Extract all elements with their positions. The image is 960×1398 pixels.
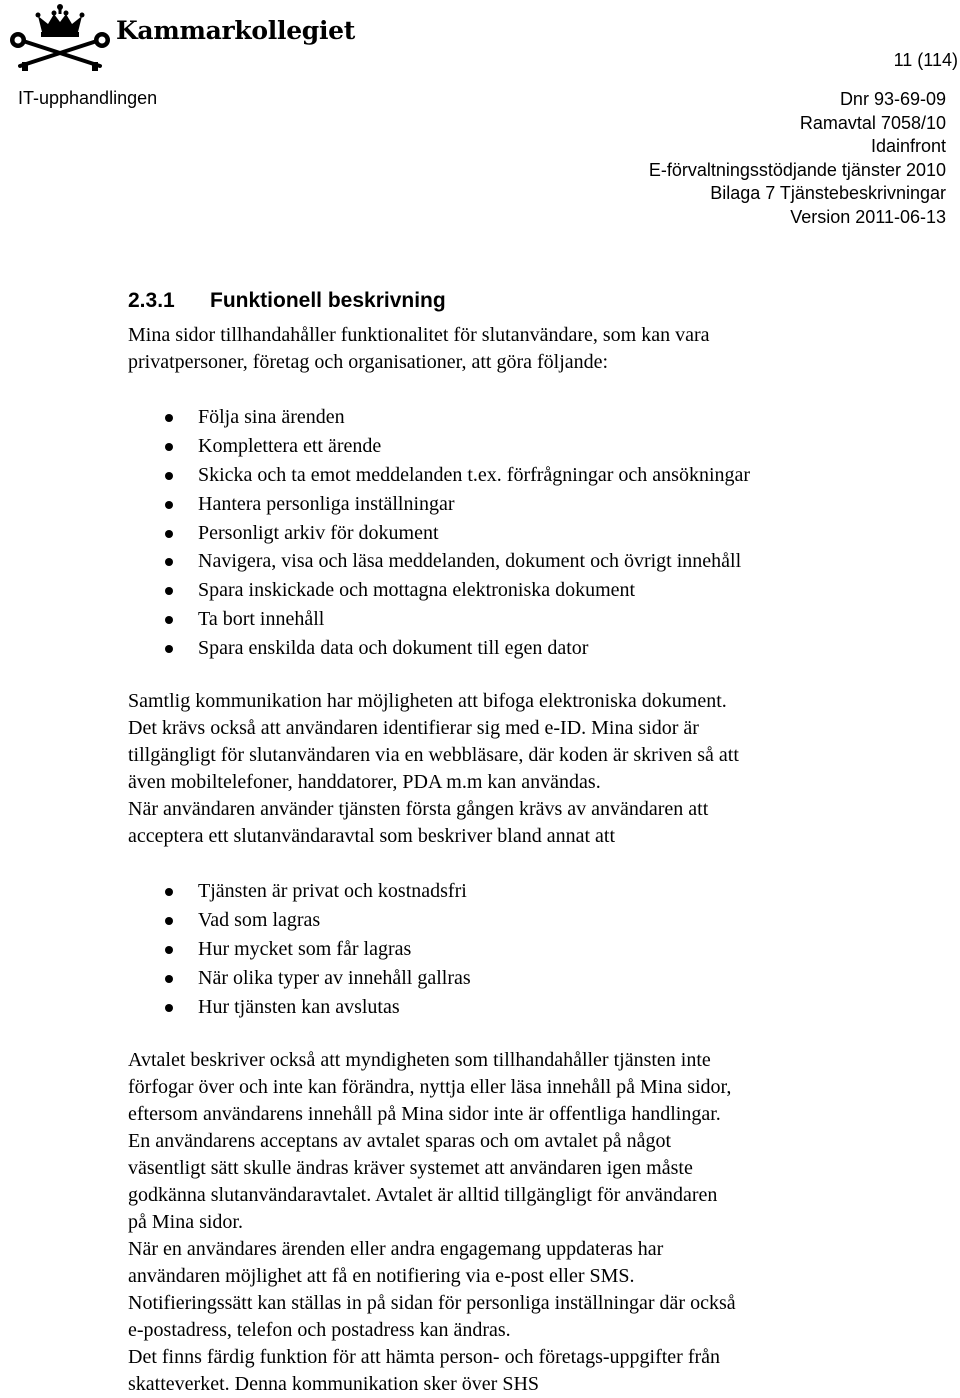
intro-paragraph: [128, 322, 948, 376]
text-line: privatpersoner, företag och organisationer, att göra följande:: [128, 351, 609, 373]
bullet-icon: [165, 501, 173, 509]
text-line: användaren möjlighet att få en notifiering via e-post eller SMS.: [128, 1265, 635, 1287]
text-line: e-postadress, telefon och postadress kan ändras.: [128, 1319, 511, 1341]
communication-paragraph: [128, 688, 948, 850]
text-line: eftersom användarens innehåll på Mina sidor inte är offentliga handlingar.: [128, 1103, 721, 1125]
bullet-icon: [165, 946, 173, 954]
text-line: skatteverket. Denna kommunikation sker över SHS: [128, 1373, 540, 1395]
department-name: IT-upphandlingen: [18, 88, 158, 108]
bullet-icon: [165, 917, 173, 925]
kammarkollegiet-logo: [6, 2, 356, 72]
text-line: Mina sidor tillhandahåller funktionalitet för slutanvändare, som kan vara: [128, 324, 710, 346]
list-item: Spara enskilda data och dokument till egen dator: [128, 634, 948, 663]
bullet-icon: [165, 414, 173, 422]
page-number: 11 (114): [893, 50, 958, 70]
bullet-icon: [165, 530, 173, 538]
list-item: Navigera, visa och läsa meddelanden, dokument och övrigt innehåll: [128, 547, 948, 576]
list-item: Hantera personliga inställningar: [128, 490, 948, 519]
text-line: Det krävs också att användaren identifierar sig med e-ID. Mina sidor är: [128, 717, 699, 739]
bullet-icon: [165, 472, 173, 480]
text-line: När användaren använder tjänsten första gången krävs av användaren att: [128, 798, 709, 820]
bullet-icon: [165, 443, 173, 451]
section-number: 2.3.1: [128, 289, 175, 312]
meta-dnr: Dnr 93-69-09: [839, 89, 946, 109]
text-line: Notifieringssätt kan ställas in på sidan för personliga inställningar där också: [128, 1292, 736, 1314]
text-line: godkänna slutanvändaravtalet. Avtalet är alltid tillgängligt för användaren: [128, 1184, 718, 1206]
list-item: Komplettera ett ärende: [128, 432, 948, 461]
list-item: Skicka och ta emot meddelanden t.ex. förfrågningar och ansökningar: [128, 461, 948, 490]
text-line: förfogar över och inte kan förändra, nyttja eller läsa innehåll på Mina sidor,: [128, 1076, 732, 1098]
agreement-paragraph: [128, 1047, 948, 1398]
text-line: acceptera ett slutanvändaravtal som beskriver bland annat att: [128, 825, 616, 847]
bullet-icon: [165, 645, 173, 653]
text-line: När en användares ärenden eller andra engagemang uppdateras har: [128, 1238, 664, 1260]
bullet-icon: [165, 616, 173, 624]
meta-procurement: E-förvaltningsstödjande tjänster 2010: [648, 159, 946, 180]
list-item: Vad som lagras: [128, 906, 948, 935]
text-line: Samtlig kommunikation har möjligheten att bifoga elektroniska dokument.: [128, 690, 727, 712]
list-item: Spara inskickade och mottagna elektroniska dokument: [128, 576, 948, 605]
list-item: Följa sina ärenden: [128, 403, 948, 432]
text-line: Det finns färdig funktion för att hämta person- och företags-uppgifter från: [128, 1346, 721, 1368]
section-title: Funktionell beskrivning: [210, 289, 446, 312]
list-item: Hur tjänsten kan avslutas: [128, 993, 948, 1022]
meta-supplier: Idainfront: [870, 136, 946, 157]
bullet-icon: [165, 975, 173, 983]
bullet-icon: [165, 587, 173, 595]
meta-appendix: Bilaga 7 Tjänstebeskrivningar: [710, 183, 946, 204]
bullet-icon: [165, 1004, 173, 1012]
meta-framework-agreement: Ramavtal 7058/10: [799, 112, 946, 133]
text-line: Avtalet beskriver också att myndigheten som tillhandahåller tjänsten inte: [128, 1049, 711, 1071]
list-item: När olika typer av innehåll gallras: [128, 964, 948, 993]
text-line: på Mina sidor.: [128, 1211, 243, 1233]
text-line: väsentligt sätt skulle ändras kräver systemet att användaren igen måste: [128, 1157, 693, 1179]
text-line: En användarens acceptans av avtalet sparas och om avtalet på något: [128, 1130, 672, 1152]
logo-wordmark: Kammarkollegiet: [116, 16, 356, 45]
list-item: Personligt arkiv för dokument: [128, 519, 948, 548]
features-list: [128, 403, 948, 663]
section-heading: [128, 289, 446, 313]
list-item: Ta bort innehåll: [128, 605, 948, 634]
bullet-icon: [165, 888, 173, 896]
list-item: Tjänsten är privat och kostnadsfri: [128, 877, 948, 906]
bullet-icon: [165, 558, 173, 566]
text-line: tillgängligt för slutanvändaren via en webbläsare, där koden är skriven så att: [128, 744, 739, 766]
crown-keys-icon: [6, 2, 114, 72]
text-line: även mobiltelefoner, handdatorer, PDA m.m kan användas.: [128, 771, 601, 793]
meta-version: Version 2011-06-13: [790, 206, 946, 227]
list-item: Hur mycket som får lagras: [128, 935, 948, 964]
document-metadata: [649, 88, 946, 230]
agreement-terms-list: [128, 877, 948, 1021]
